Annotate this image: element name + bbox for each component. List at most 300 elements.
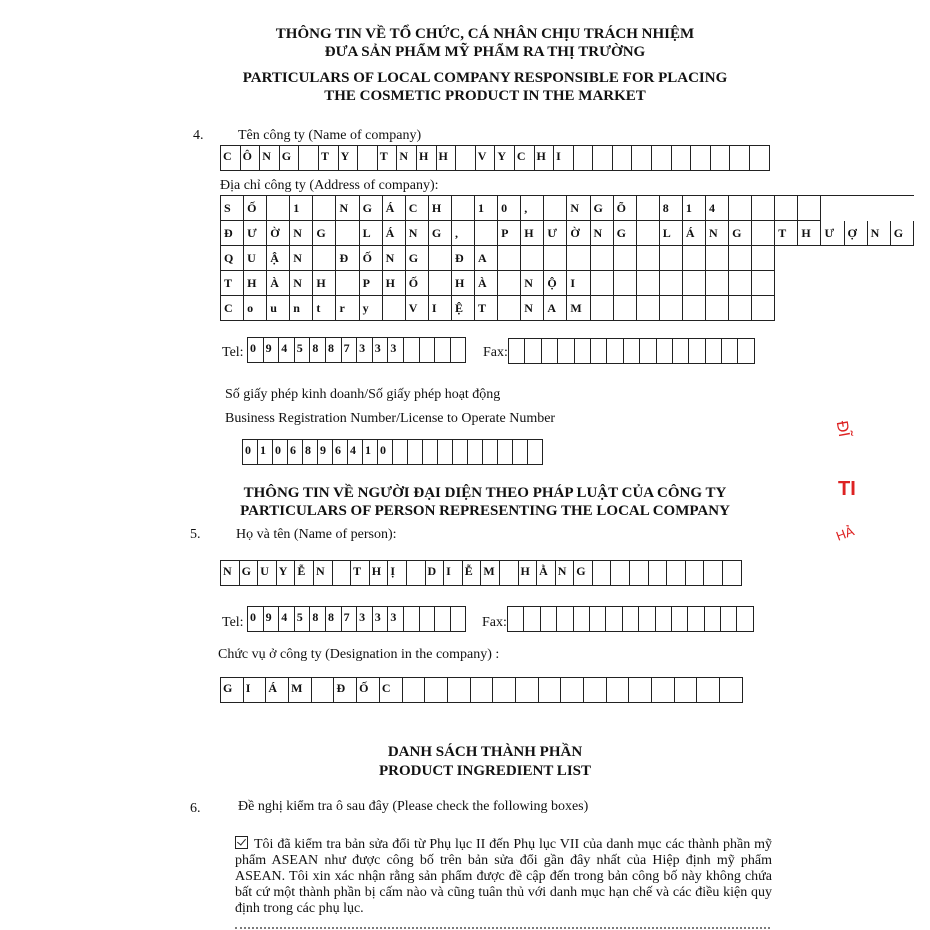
letter-cell — [593, 145, 613, 171]
letter-cell: N — [868, 221, 891, 246]
letter-cell — [312, 677, 335, 703]
letter-cell: G — [221, 677, 244, 703]
letter-cell: 3 — [388, 606, 404, 632]
address-row — [220, 296, 914, 321]
letter-cell: L — [360, 221, 383, 246]
letter-cell — [299, 145, 319, 171]
letter-cell: N — [314, 560, 333, 586]
letter-cell: P — [498, 221, 521, 246]
letter-cell — [611, 560, 630, 586]
letter-cell: G — [574, 560, 593, 586]
letter-cell — [403, 677, 426, 703]
letter-cell: 1 — [475, 196, 498, 221]
designation-field[interactable] — [220, 677, 743, 703]
letter-cell: n — [290, 296, 313, 321]
letter-cell — [704, 560, 723, 586]
letter-cell — [656, 606, 672, 632]
letter-cell — [336, 271, 359, 296]
letter-cell: M — [567, 296, 590, 321]
letter-cell: Ố — [360, 246, 383, 271]
letter-cell: N — [406, 221, 429, 246]
letter-cell: 4 — [706, 196, 729, 221]
ingredient-header-en: PRODUCT INGREDIENT LIST — [379, 763, 591, 779]
letter-cell — [607, 338, 623, 364]
letter-cell — [575, 338, 591, 364]
letter-cell: T — [378, 145, 398, 171]
letter-cell: H — [437, 145, 457, 171]
letter-cell: D — [426, 560, 445, 586]
letter-cell: Ờ — [267, 221, 290, 246]
letter-cell: 8 — [660, 196, 683, 221]
letter-cell: U — [258, 560, 277, 586]
letter-cell — [574, 145, 594, 171]
letter-cell: C — [380, 677, 403, 703]
letter-cell: À — [475, 271, 498, 296]
letter-cell: T — [319, 145, 339, 171]
letter-cell — [498, 246, 521, 271]
letter-cell — [561, 677, 584, 703]
letter-cell: U — [244, 246, 267, 271]
letter-cell — [383, 296, 406, 321]
letter-cell: N — [383, 246, 406, 271]
letter-cell: Đ — [221, 221, 244, 246]
letter-cell: G — [360, 196, 383, 221]
letter-cell: 7 — [342, 337, 358, 363]
letter-cell: T — [221, 271, 244, 296]
letter-cell — [706, 338, 722, 364]
letter-cell — [705, 606, 721, 632]
letter-cell — [629, 677, 652, 703]
letter-cell — [429, 246, 452, 271]
letter-cell — [775, 196, 798, 221]
letter-cell: N — [336, 196, 359, 221]
letter-cell — [613, 145, 633, 171]
letter-cell: 6 — [333, 439, 348, 465]
letter-cell: Õ — [614, 196, 637, 221]
letter-cell: Đ — [452, 246, 475, 271]
letter-cell — [750, 145, 770, 171]
letter-cell — [429, 271, 452, 296]
designation-label: Chức vụ ở công ty (Designation in the company) : — [218, 647, 500, 662]
person-tel-field[interactable] — [247, 606, 466, 632]
letter-cell — [420, 606, 436, 632]
letter-cell — [738, 338, 754, 364]
letter-cell: Ị — [388, 560, 407, 586]
letter-cell — [438, 439, 453, 465]
letter-cell — [706, 271, 729, 296]
letter-cell — [313, 246, 336, 271]
letter-cell: N — [397, 145, 417, 171]
letter-cell: Q — [221, 246, 244, 271]
letter-cell: H — [244, 271, 267, 296]
letter-cell: Y — [495, 145, 515, 171]
letter-cell — [672, 606, 688, 632]
letter-cell — [591, 338, 607, 364]
letter-cell — [542, 338, 558, 364]
letter-cell — [672, 145, 692, 171]
stamp-mark-c: HẢ — [833, 523, 857, 544]
letter-cell: N — [556, 560, 575, 586]
letter-cell — [493, 677, 516, 703]
letter-cell — [667, 560, 686, 586]
letter-cell: N — [221, 560, 240, 586]
letter-cell: G — [429, 221, 452, 246]
person-name-label: Họ và tên (Name of person): — [236, 527, 397, 542]
letter-cell — [435, 606, 451, 632]
license-label-en: Business Registration Number/License to Operate Number — [225, 411, 556, 426]
letter-cell: V — [406, 296, 429, 321]
letter-cell — [358, 145, 378, 171]
letter-cell — [729, 246, 752, 271]
letter-cell — [521, 246, 544, 271]
header-vi-line2: ĐƯA SẢN PHẨM MỸ PHẨM RA THỊ TRƯỜNG — [324, 44, 646, 60]
company-address-field[interactable] — [220, 195, 914, 321]
letter-cell — [652, 145, 672, 171]
letter-cell: N — [290, 246, 313, 271]
letter-cell: 8 — [326, 337, 342, 363]
company-tel-label: Tel: — [222, 345, 244, 360]
letter-cell — [423, 439, 438, 465]
letter-cell: 3 — [373, 606, 389, 632]
letter-cell: , — [521, 196, 544, 221]
letter-cell: 5 — [295, 606, 311, 632]
letter-cell: N — [290, 221, 313, 246]
letter-cell: I — [444, 560, 463, 586]
letter-cell: 8 — [303, 439, 318, 465]
letter-cell: G — [406, 246, 429, 271]
letter-cell — [675, 677, 698, 703]
letter-cell: V — [476, 145, 496, 171]
letter-cell — [721, 606, 737, 632]
letter-cell — [614, 246, 637, 271]
letter-cell: G — [614, 221, 637, 246]
letter-cell: P — [360, 271, 383, 296]
letter-cell — [639, 606, 655, 632]
letter-cell: T — [351, 560, 370, 586]
letter-cell — [584, 677, 607, 703]
letter-cell — [752, 221, 775, 246]
letter-cell: Ư — [544, 221, 567, 246]
letter-cell — [541, 606, 557, 632]
letter-cell: N — [290, 271, 313, 296]
letter-cell — [404, 606, 420, 632]
letter-cell — [267, 196, 290, 221]
letter-cell: u — [267, 296, 290, 321]
section-number-6: 6. — [190, 801, 201, 816]
letter-cell: Y — [339, 145, 359, 171]
letter-cell: N — [260, 145, 280, 171]
stamp-mark-b: TI — [838, 478, 856, 500]
ingredient-header-vi: DANH SÁCH THÀNH PHẦN — [387, 744, 583, 760]
letter-cell: Á — [266, 677, 289, 703]
section-number-4: 4. — [193, 128, 204, 143]
declaration-checkbox[interactable] — [235, 836, 248, 849]
person-fax-field[interactable] — [507, 606, 754, 632]
address-row — [220, 196, 914, 221]
letter-cell: 9 — [264, 606, 280, 632]
letter-cell — [686, 560, 705, 586]
letter-cell: T — [775, 221, 798, 246]
letter-cell: 8 — [326, 606, 342, 632]
letter-cell — [591, 296, 614, 321]
letter-cell: H — [535, 145, 555, 171]
license-label-vi: Số giấy phép kinh doanh/Số giấy phép hoạt động — [225, 387, 501, 402]
letter-cell — [509, 338, 525, 364]
letter-cell — [435, 337, 451, 363]
cut-off-line — [235, 924, 770, 930]
letter-cell — [528, 439, 543, 465]
letter-cell — [498, 271, 521, 296]
letter-cell — [657, 338, 673, 364]
letter-cell — [574, 606, 590, 632]
letter-cell — [451, 337, 467, 363]
letter-cell — [525, 338, 541, 364]
letter-cell — [660, 271, 683, 296]
letter-cell — [673, 338, 689, 364]
letter-cell — [798, 196, 821, 221]
header-en-line1: PARTICULARS OF LOCAL COMPANY RESPONSIBLE FOR PLACING — [242, 70, 728, 86]
letter-cell: t — [313, 296, 336, 321]
letter-cell: , — [452, 221, 475, 246]
letter-cell — [614, 296, 637, 321]
company-name-field[interactable] — [220, 145, 770, 171]
letter-cell — [593, 560, 612, 586]
letter-cell: G — [313, 221, 336, 246]
letter-cell: C — [515, 145, 535, 171]
letter-cell: Á — [683, 221, 706, 246]
letter-cell: Ố — [244, 196, 267, 221]
letter-cell — [752, 246, 775, 271]
letter-cell: I — [429, 296, 452, 321]
letter-cell: Ố — [357, 677, 380, 703]
letter-cell — [498, 296, 521, 321]
letter-cell — [336, 221, 359, 246]
letter-cell: H — [383, 271, 406, 296]
letter-cell — [500, 560, 519, 586]
letter-cell: N — [521, 271, 544, 296]
letter-cell: 0 — [273, 439, 288, 465]
letter-cell — [456, 145, 476, 171]
letter-cell: Á — [383, 196, 406, 221]
letter-cell: N — [591, 221, 614, 246]
letter-cell — [706, 296, 729, 321]
letter-cell: G — [280, 145, 300, 171]
letter-cell — [425, 677, 448, 703]
letter-cell — [591, 271, 614, 296]
letter-cell: G — [240, 560, 259, 586]
company-name-label: Tên công ty (Name of company) — [238, 128, 422, 143]
letter-cell — [404, 337, 420, 363]
letter-cell — [752, 271, 775, 296]
letter-cell — [683, 296, 706, 321]
letter-cell — [683, 246, 706, 271]
company-fax-field[interactable] — [508, 338, 755, 364]
letter-cell: 0 — [498, 196, 521, 221]
letter-cell — [752, 196, 775, 221]
letter-cell: H — [519, 560, 538, 586]
letter-cell: Y — [277, 560, 296, 586]
letter-cell — [448, 677, 471, 703]
letter-cell: 0 — [248, 606, 264, 632]
letter-cell: L — [660, 221, 683, 246]
letter-cell: G — [591, 196, 614, 221]
letter-cell — [649, 560, 668, 586]
letter-cell — [333, 560, 352, 586]
letter-cell — [483, 439, 498, 465]
letter-cell: N — [521, 296, 544, 321]
letter-cell: H — [798, 221, 821, 246]
letter-cell: 8 — [310, 606, 326, 632]
letter-cell: 9 — [264, 337, 280, 363]
letter-cell — [652, 677, 675, 703]
letter-cell: Ễ — [295, 560, 314, 586]
letter-cell — [475, 221, 498, 246]
letter-cell — [451, 606, 467, 632]
letter-cell — [729, 271, 752, 296]
letter-cell: G — [891, 221, 914, 246]
letter-cell: Đ — [336, 246, 359, 271]
letter-cell — [393, 439, 408, 465]
letter-cell — [752, 296, 775, 321]
letter-cell — [688, 606, 704, 632]
letter-cell: I — [244, 677, 267, 703]
address-row — [220, 246, 914, 271]
letter-cell — [558, 338, 574, 364]
letter-cell: I — [567, 271, 590, 296]
letter-cell — [513, 439, 528, 465]
letter-cell — [471, 677, 494, 703]
letter-cell: r — [336, 296, 359, 321]
letter-cell: C — [221, 296, 244, 321]
letter-cell: C — [406, 196, 429, 221]
letter-cell: 1 — [290, 196, 313, 221]
letter-cell — [498, 439, 513, 465]
letter-cell: 8 — [310, 337, 326, 363]
letter-cell: A — [475, 246, 498, 271]
letter-cell: H — [370, 560, 389, 586]
letter-cell — [606, 606, 622, 632]
letter-cell — [408, 439, 423, 465]
check-instruction: Đề nghị kiểm tra ô sau đây (Please check the following boxes) — [238, 799, 589, 814]
letter-cell: Ư — [821, 221, 844, 246]
letter-cell: 3 — [388, 337, 404, 363]
rep-header-en: PARTICULARS OF PERSON REPRESENTING THE LOCAL COMPANY — [240, 503, 730, 519]
declaration-paragraph — [235, 836, 772, 917]
letter-cell: A — [544, 296, 567, 321]
letter-cell: 9 — [318, 439, 333, 465]
letter-cell: T — [475, 296, 498, 321]
letter-cell — [711, 145, 731, 171]
letter-cell: 4 — [348, 439, 363, 465]
letter-cell: 1 — [363, 439, 378, 465]
letter-cell: À — [267, 271, 290, 296]
letter-cell — [539, 677, 562, 703]
letter-cell: 0 — [248, 337, 264, 363]
letter-cell — [729, 196, 752, 221]
letter-cell: H — [452, 271, 475, 296]
letter-cell: Ậ — [267, 246, 290, 271]
letter-cell: G — [729, 221, 752, 246]
person-fax-label: Fax: — [482, 615, 507, 630]
letter-cell: 0 — [243, 439, 258, 465]
letter-cell: Ờ — [567, 221, 590, 246]
letter-cell — [508, 606, 524, 632]
letter-cell: o — [244, 296, 267, 321]
letter-cell — [683, 271, 706, 296]
letter-cell: Ằ — [537, 560, 556, 586]
letter-cell — [729, 296, 752, 321]
company-address-label: Địa chỉ công ty (Address of company): — [220, 178, 439, 193]
letter-cell: 6 — [288, 439, 303, 465]
letter-cell — [637, 246, 660, 271]
letter-cell: Ộ — [544, 271, 567, 296]
letter-cell — [623, 606, 639, 632]
letter-cell: 3 — [357, 337, 373, 363]
letter-cell — [737, 606, 753, 632]
letter-cell — [637, 271, 660, 296]
letter-cell: N — [706, 221, 729, 246]
letter-cell — [637, 296, 660, 321]
person-name-field[interactable] — [220, 560, 742, 586]
letter-cell — [567, 246, 590, 271]
letter-cell — [591, 246, 614, 271]
license-number-field[interactable] — [242, 439, 543, 465]
person-tel-label: Tel: — [222, 615, 244, 630]
letter-cell: Ố — [406, 271, 429, 296]
declaration-text: Tôi đã kiểm tra bản sửa đổi từ Phụ lục II đến Phụ lục VII của danh mục các thành phần mỹ phẩm ASEAN như được công bố trên bản sửa đổi gần đây nhất của Hiệp định mỹ phẩm ASEAN. Tôi xin xác nhận rằng sản phẩm được đề cập đến trong bản công bố này không chứa bất cứ một thành phần bị cấm nào và cũng tuân thủ với danh mục hạn chế và các điều kiện quy định trong các phụ lục. — [235, 837, 772, 916]
letter-cell: H — [521, 221, 544, 246]
letter-cell — [691, 145, 711, 171]
header-en-line2: THE COSMETIC PRODUCT IN THE MARKET — [324, 88, 646, 104]
letter-cell: 4 — [279, 337, 295, 363]
address-row — [220, 271, 914, 296]
company-tel-field[interactable] — [247, 337, 466, 363]
letter-cell — [524, 606, 540, 632]
letter-cell — [313, 196, 336, 221]
letter-cell: Á — [383, 221, 406, 246]
letter-cell: 1 — [683, 196, 706, 221]
letter-cell — [468, 439, 483, 465]
letter-cell — [544, 246, 567, 271]
letter-cell — [640, 338, 656, 364]
letter-cell: Đ — [334, 677, 357, 703]
company-fax-label: Fax: — [483, 345, 508, 360]
letter-cell: Ô — [241, 145, 261, 171]
letter-cell: 3 — [357, 606, 373, 632]
letter-cell — [590, 606, 606, 632]
letter-cell: Ư — [244, 221, 267, 246]
header-vi-line1: THÔNG TIN VỀ TỔ CHỨC, CÁ NHÂN CHỊU TRÁCH NHIỆM — [275, 26, 695, 42]
letter-cell: Ệ — [452, 296, 475, 321]
section-number-5: 5. — [190, 527, 201, 542]
letter-cell — [632, 145, 652, 171]
letter-cell: 4 — [279, 606, 295, 632]
letter-cell — [544, 196, 567, 221]
letter-cell: 1 — [258, 439, 273, 465]
letter-cell: Ợ — [845, 221, 868, 246]
letter-cell: N — [567, 196, 590, 221]
letter-cell: H — [313, 271, 336, 296]
letter-cell — [607, 677, 630, 703]
letter-cell: I — [554, 145, 574, 171]
letter-cell — [452, 196, 475, 221]
letter-cell: S — [221, 196, 244, 221]
letter-cell — [637, 196, 660, 221]
letter-cell — [706, 246, 729, 271]
letter-cell — [637, 221, 660, 246]
letter-cell — [697, 677, 720, 703]
letter-cell — [720, 677, 743, 703]
